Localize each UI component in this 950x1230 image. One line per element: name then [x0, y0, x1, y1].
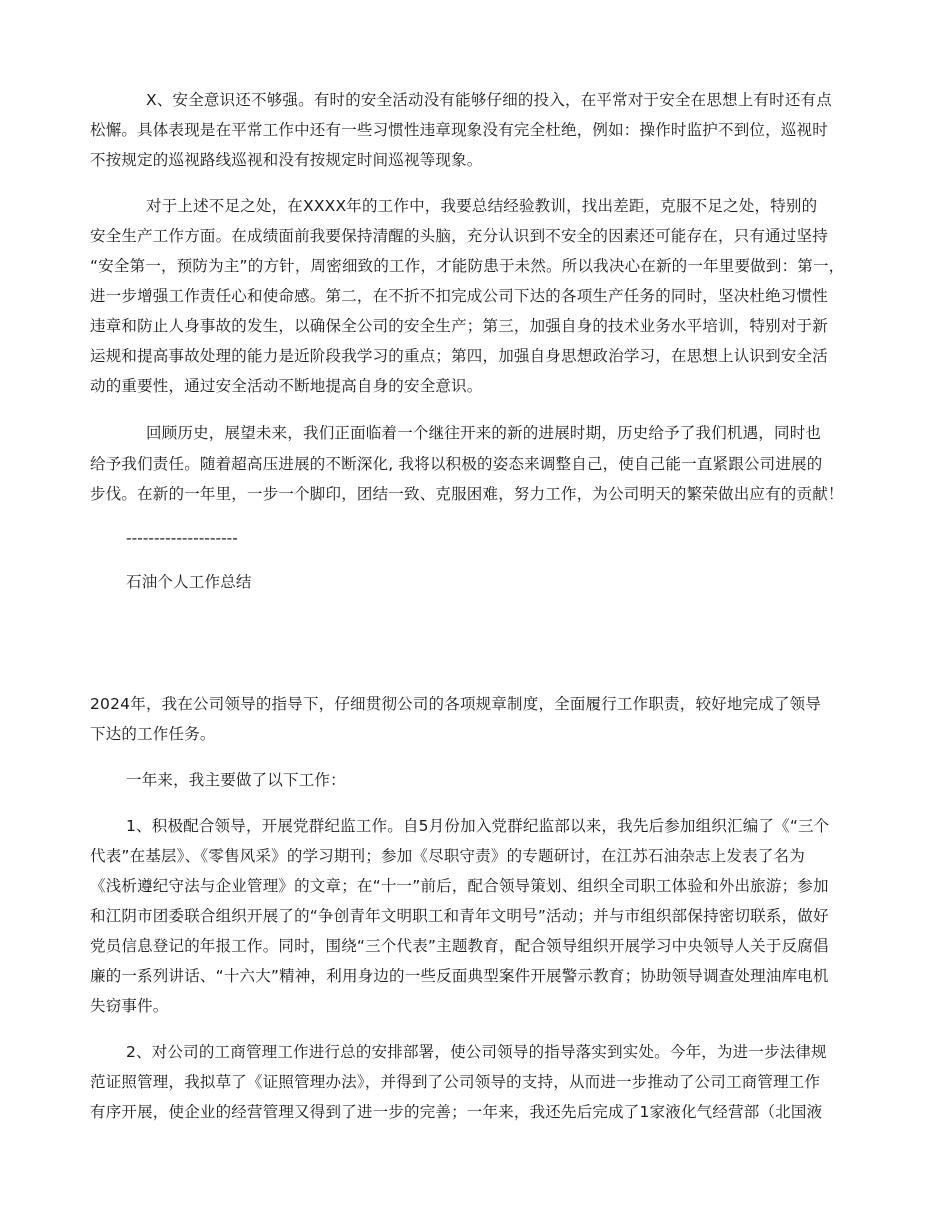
para7-line-2: 范证照管理，我拟草了《证照管理办法》，并得到了公司领导的支持，从而进一步推动了公司工商管理工作 — [90, 1073, 821, 1091]
para1-line-2: 松懈。具体表现是在平常工作中还有一些习惯性违章现象没有完全杜绝，例如：操作时监护不到位，巡视时 — [90, 121, 828, 139]
para2-line-6: 运规和提高事故处理的能力是近阶段我学习的重点；第四，加强自身思想政治学习，在思想上认识到安全活 — [90, 347, 828, 365]
para3-line-3: 步伐。在新的一年里，一步一个脚印，团结一致、克服困难，努力工作，为公司明天的繁荣做出应有的贡献！ — [90, 485, 844, 503]
para4-line-1: 2024年，我在公司领导的指导下，仔细贯彻公司的各项规章制度，全面履行工作职责，较好地完成了领导 — [90, 695, 822, 713]
para6-line-7: 失窃事件。 — [90, 997, 169, 1015]
section-title: 石油个人工作总结 — [126, 573, 252, 591]
para2-line-4: 进一步增强工作责任心和使命感。第二，在不折不扣完成公司下达的各项生产任务的同时，坚决杜绝习惯性 — [90, 287, 828, 305]
separator-line: -------------------- — [126, 529, 238, 547]
para3-line-1: 回顾历史，展望未来，我们正面临着一个继往开来的新的进展时期，历史给予了我们机遇，同时也 — [146, 424, 822, 442]
para6-line-4: 和江阴市团委联合组织开展了的“争创青年文明职工和青年文明号”活动；并与市组织部保持密切联系，做好 — [90, 907, 829, 925]
para1-line-3: 不按规定的巡视路线巡视和没有按规定时间巡视等现象。 — [90, 151, 483, 169]
para1-line-1: X、安全意识还不够强。有时的安全活动没有能够仔细的投入，在平常对于安全在思想上有时还有点 — [146, 91, 832, 109]
para4-line-2: 下达的工作任务。 — [90, 725, 216, 743]
para2-line-1: 对于上述不足之处，在XXXX年的工作中，我要总结经验教训，找出差距，克服不足之处，特别的 — [146, 197, 818, 215]
para2-line-7: 动的重要性，通过安全活动不断地提高自身的安全意识。 — [90, 377, 483, 395]
para2-line-3: “安全第一，预防为主”的方针，周密细致的工作，才能防患于未然。所以我决心在新的一年里要做到：第一， — [90, 257, 845, 275]
para6-line-6: 廉的一系列讲话、“十六大”精神，利用身边的一些反面典型案件开展警示教育；协助领导调查处理油库电机 — [90, 967, 829, 985]
para6-line-2: 代表”在基层》、《零售风采》的学习期刊；参加《尽职守责》的专题研讨，在江苏石油杂志上发表了名为 — [90, 847, 805, 865]
para2-line-5: 违章和防止人身事故的发生，以确保全公司的安全生产；第三，加强自身的技术业务水平培训，特别对于新 — [90, 317, 828, 335]
para5-line-1: 一年来，我主要做了以下工作： — [126, 771, 346, 789]
para6-line-5: 党员信息登记的年报工作。同时，围绕“三个代表”主题教育，配合领导组织开展学习中央领导人关于反腐倡 — [90, 937, 829, 955]
para6-line-1: 1、积极配合领导，开展党群纪监工作。自5月份加入党群纪监部以来，我先后参加组织汇编了《“三个 — [126, 817, 830, 835]
para3-line-2: 给予我们责任。随着超高压进展的不断深化, 我将以积极的姿态来调整自己，使自己能一直紧跟公司进展的 — [90, 455, 823, 473]
para2-line-2: 安全生产工作方面。在成绩面前我要保持清醒的头脑，充分认识到不安全的因素还可能存在，只有通过坚持 — [90, 227, 828, 245]
para7-line-1: 2、对公司的工商管理工作进行总的安排部署，使公司领导的指导落实到实处。今年，为进一步法律规 — [126, 1043, 827, 1061]
para7-line-3: 有序开展，使企业的经营管理又得到了进一步的完善；一年来，我还先后完成了1家液化气经营部（北国液 — [90, 1103, 823, 1121]
para6-line-3: 《浅析遵纪守法与企业管理》的文章；在“十一”前后，配合领导策划、组织全司职工体验和外出旅游；参加 — [90, 877, 829, 895]
